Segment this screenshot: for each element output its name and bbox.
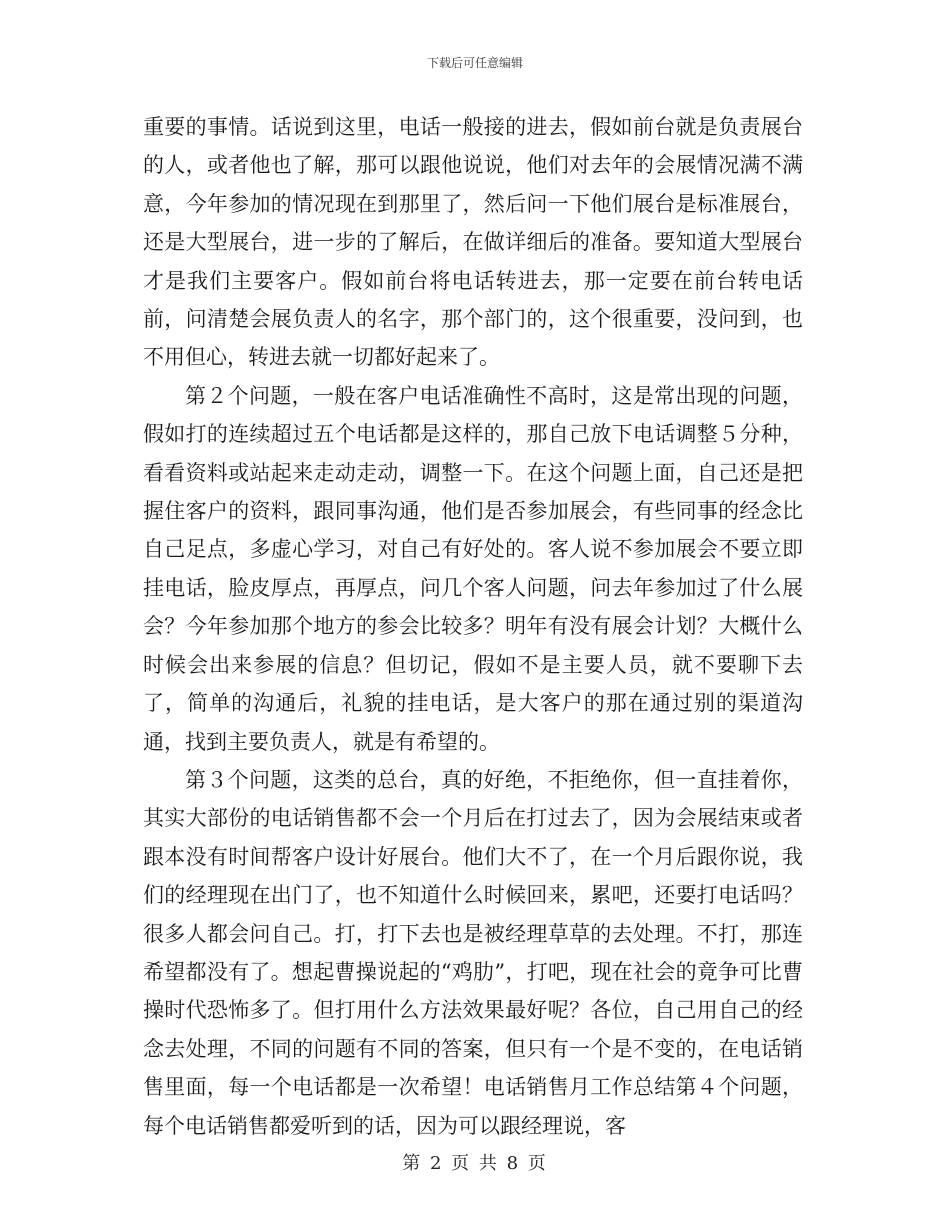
paragraph-2: 第２个问题，一般在客户电话准确性不高时，这是常出现的问题，假如打的连续超过五个电话都是这样的，那自己放下电话调整５分种，看看资料或站起来走动走动，调整一下。在这个问题上面，自己还是把握住客户的资料，跟同事沟通，他们是否参加展会，有些同事的经念比自己足点，多虚心学习，对自己有好处的。客人说不参加展会不要立即挂电话，脸皮厚点，再厚点，问几个客人问题，问去年参加过了什么展会？今年参加那个地方的参会比较多？明年有没有展会计划？大概什么时候会出来参展的信息？但切记，假如不是主要人员，就不要聊下去了，简单的沟通后，礼貌的挂电话，是大客户的那在通过别的渠道沟通，找到主要负责人，就是有希望的。 (143, 383, 803, 754)
paragraph-3: 第３个问题，这类的总台，真的好绝，不拒绝你，但一直挂着你，其实大部份的电话销售都不会一个月后在打过去了，因为会展结束或者跟本没有时间帮客户设计好展台。他们大不了，在一个月后跟你说，我们的经理现在出门了，也不知道什么时候回来，累吧，还要打电话吗？很多人都会问自己。打，打下去也是被经理草草的去处理。不打，那连希望都没有了。想起曹操说起的“鸡肋”，打吧，现在社会的竟争可比曹操时代恐怖多了。但打用什么方法效果最好呢？各位，自己用自己的经念去处理，不同的问题有不同的答案，但只有一个是不变的，在电话销售里面，每一个电话都是一次希望！电话销售月工作总结第４个问题，每个电话销售都爱听到的话，因为可以跟经理说，客 (143, 767, 803, 1138)
page-number-footer: 第 2 页 共 8 页 (402, 1153, 548, 1174)
page-header: 下载后可任意编辑 (426, 56, 523, 70)
paragraph-1: 重要的事情。话说到这里，电话一般接的进去，假如前台就是负责展台的人，或者他也了解，那可以跟他说说，他们对去年的会展情况满不满意，今年参加的情况现在到那里了，然后问一下他们展台是标准展台，还是大型展台，进一步的了解后，在做详细后的准备。要知道大型展台才是我们主要客户。假如前台将电话转进去，那一定要在前台转电话前，问清楚会展负责人的名字，那个部门的，这个很重要，没问到，也不用但心，转进去就一切都好起来了。 (143, 115, 803, 370)
document-body (143, 108, 803, 1145)
